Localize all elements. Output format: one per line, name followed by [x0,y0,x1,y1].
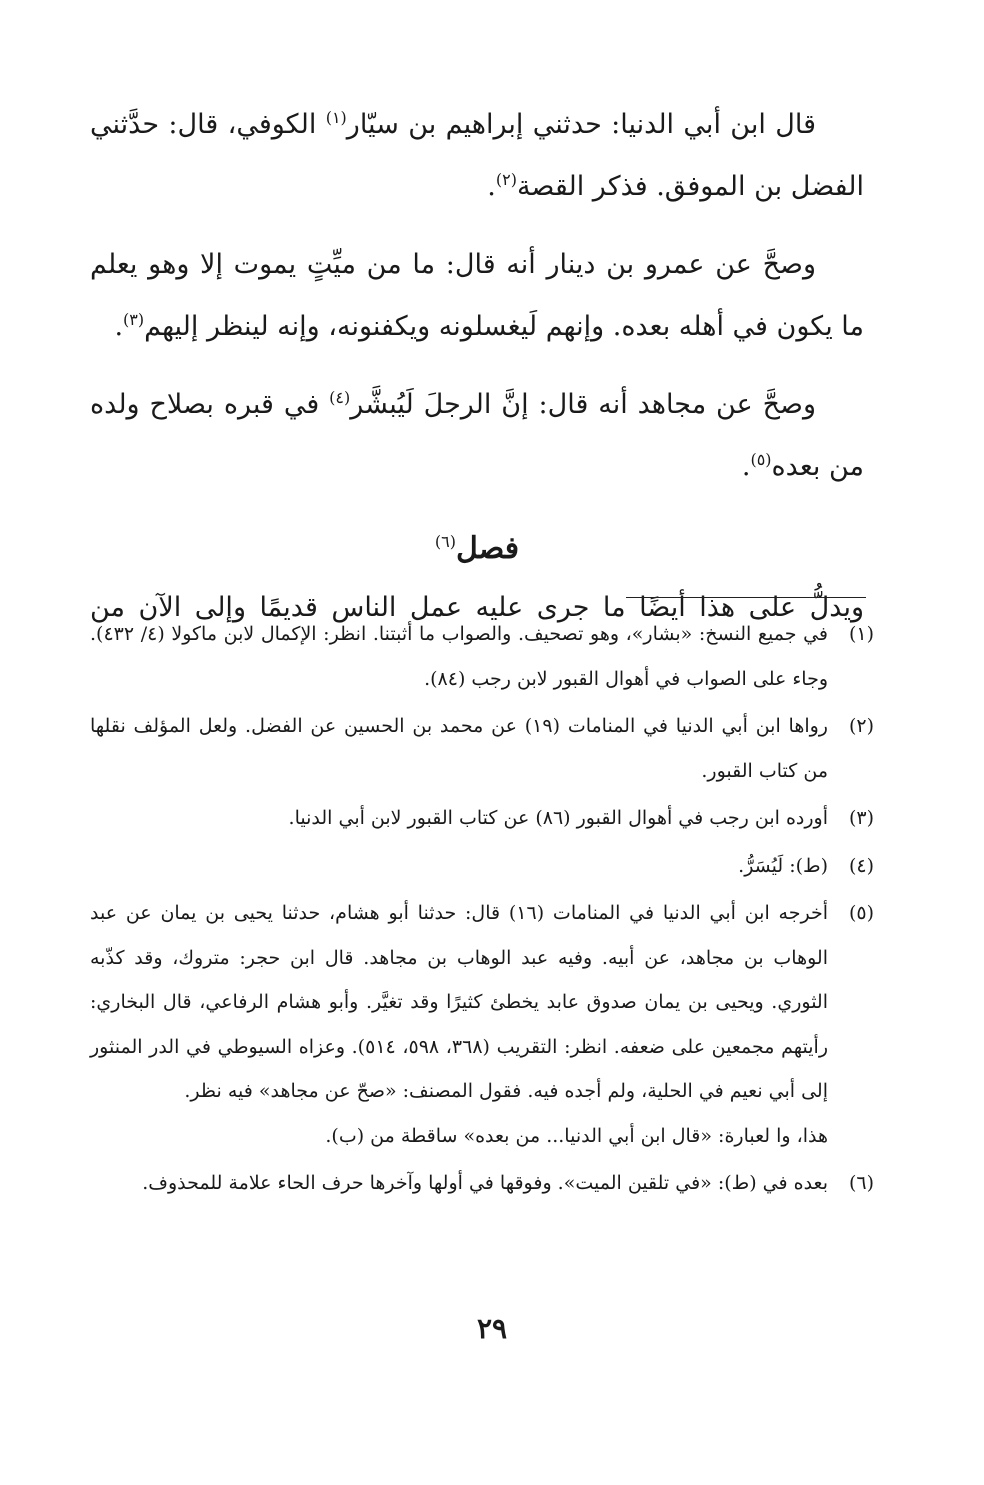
footnote-text-extra: هذا، وا لعبارة: «قال ابن أبي الدنيا... من بعده» ساقطة من (ب). [325,1124,828,1147]
paragraph-1-text-c: . [487,171,496,202]
footnote-ref-6: (٦) [434,532,456,551]
footnote-body [90,704,828,793]
footnote-number: (٥) [848,902,874,924]
footnote-number: (٤) [848,854,874,877]
footnote-text: بعده في (ط): «في تلقين الميت». وفوقها في أولها وآخرها حرف الحاء علامة للمحذوف. [142,1172,828,1194]
paragraph-3-text-c: . [741,451,751,482]
footnote-text: في جميع النسخ: «بشار»، وهو تصحيف. والصواب ما أثبتنا. انظر: الإكمال لابن ماكولا (٤/ ٤٣٢). وجاء على الصواب في أهوال القبور لابن رجب (٨٤). [90,623,828,690]
footnote-5 [90,891,874,1158]
footnote-ref-2: (٢) [495,170,517,189]
footnote-text: أورده ابن رجب في أهوال القبور (٨٦) عن كتاب القبور لابن أبي الدنيا. [288,807,828,829]
paragraph-3-text-b: في قبره بصلاح ولده من بعده [90,389,864,482]
paragraph-2-text-a: وصحَّ عن عمرو بن دينار أنه قال: ما من ميِّتٍ يموت إلا وهو يعلم ما يكون في أهله بعده. وإنهم لَيغسلونه ويكفنونه، وإنه لينظر إليهم [90,249,864,342]
footnote-6 [90,1161,874,1206]
footnote-ref-4: (٤) [329,388,351,407]
paragraph-1-text-a: قال ابن أبي الدنيا: حدثني إبراهيم بن سيّار [346,109,816,140]
footnote-body [90,1161,828,1206]
paragraph-1 [90,94,864,218]
footnote-separator [626,597,866,598]
section-heading [90,514,864,577]
section-heading-text: فصل [456,531,520,566]
paragraph-4: ويدلُّ على هذا أيضًا ما جرى عليه عمل الناس قديمًا وإلى الآن من [90,592,864,623]
footnote-number: (١) [848,623,874,645]
footnote-2 [90,704,874,793]
paragraph-1-text-b: الكوفي، قال: حدَّثني الفضل بن الموفق. فذكر القصة [90,109,864,202]
footnote-body [90,796,828,841]
footnote-body [90,891,828,1158]
paragraph-3 [90,374,864,498]
footnote-number: (٣) [848,807,874,829]
paragraph-3-text-a: وصحَّ عن مجاهد أنه قال: إنَّ الرجلَ لَيُبشَّر [350,389,817,420]
footnote-text: (ط): لَيُسَرُّ. [738,854,828,877]
footnote-ref-5: (٥) [750,450,772,469]
page-number: ٢٩ [476,1312,508,1345]
footnote-text: رواها ابن أبي الدنيا في المنامات (١٩) عن محمد بن الحسين عن الفضل. ولعل المؤلف نقلها من كتاب القبور. [90,715,828,782]
footnote-text: أخرجه ابن أبي الدنيا في المنامات (١٦) قال: حدثنا أبو هشام، حدثنا يحيى بن يمان عن عبد الوهاب بن مجاهد، عن أبيه. وفيه عبد الوهاب بن مجاهد. قال ابن حجر: متروك، وقد كذّبه الثوري. ويحيى بن يمان صدوق عابد يخطئ كثيرًا وقد تغيَّر. وأبو هشام الرفاعي، قال البخاري: رأيتهم مجمعين على ضعفه. انظر: التقريب (٣٦٨، ٥٩٨، ٥١٤). وعزاه السيوطي في الدر المنثور إلى أبي نعيم في الحلية، ولم أجده فيه. فقول المصنف: «صحّ عن مجاهد» فيه نظر. [90,902,828,1102]
main-text [90,94,864,639]
footnote-ref-3: (٣) [123,310,145,329]
footnote-1 [90,612,874,701]
paragraph-2 [90,234,864,358]
footnote-4 [90,844,874,889]
paragraph-2-text-b: . [114,311,124,342]
footnote-body [90,612,828,701]
footnote-3 [90,796,874,841]
footnote-number: (٦) [848,1172,874,1194]
footnotes [90,612,874,1209]
footnote-ref-1: (١) [325,108,347,127]
footnote-number: (٢) [848,715,874,737]
footnote-body [90,844,828,889]
